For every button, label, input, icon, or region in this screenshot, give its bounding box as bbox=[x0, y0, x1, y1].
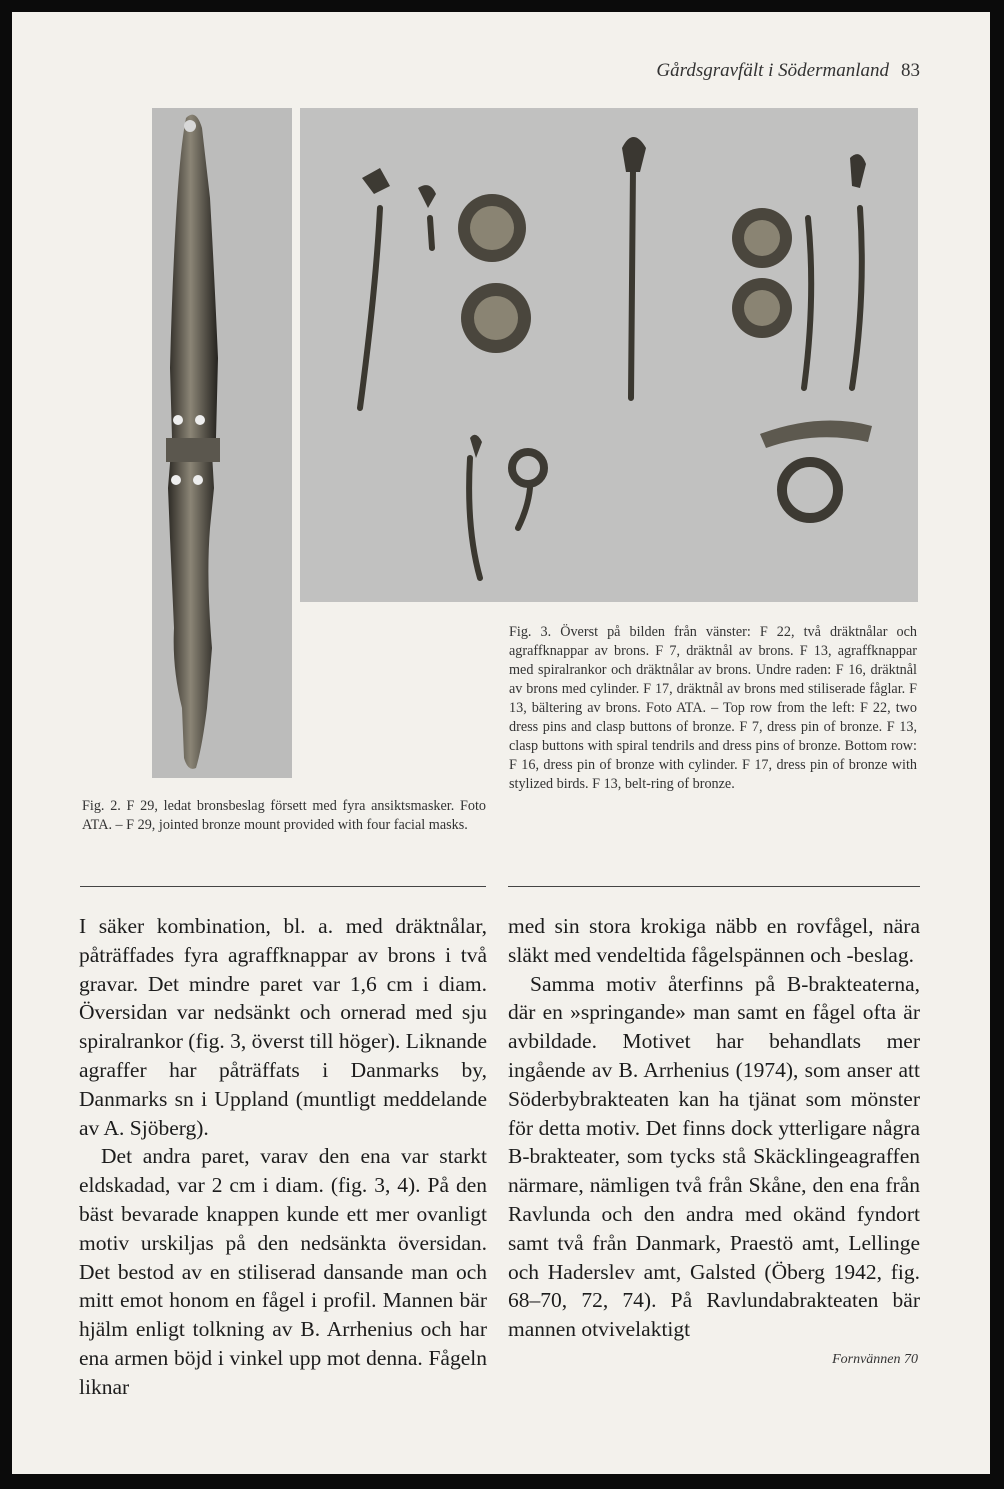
figure-2-caption: Fig. 2. F 29, ledat bronsbeslag försett med fyra ansiktsmasker. Foto ATA. – F 29, jointed bronze mount provided with four facial masks. bbox=[82, 798, 486, 833]
running-head bbox=[656, 60, 920, 82]
pins-and-buttons-image bbox=[300, 108, 918, 602]
divider-right bbox=[508, 886, 920, 887]
page-number: 83 bbox=[901, 60, 920, 81]
body-column-right bbox=[508, 912, 920, 1344]
paragraph: med sin stora krokiga näbb en rovfågel, nära släkt med vendeltida fågelspännen och -beslag. bbox=[508, 914, 920, 967]
running-title: Gårdsgravfält i Södermanland bbox=[656, 60, 889, 81]
journal-footer: Fornvännen 70 bbox=[832, 1352, 918, 1367]
paragraph: Det andra paret, varav den ena var starkt eldskadad, var 2 cm i diam. (fig. 3, 4). På den bäst bevarade knappen kunde ett mer ovanligt motiv urskiljas på den nedsänkta översidan. Det bestod av en stiliserad dansande man och mitt emot honom en fågel i profil. Mannen bär hjälm enligt tolkning av B. Arrhenius och har ena armen böjd i vinkel upp mot denna. Fågeln liknar bbox=[79, 1144, 487, 1399]
bronze-mount-image bbox=[152, 108, 292, 778]
paragraph: Samma motiv återfinns på B-brakteaterna, där en »springande» man samt en fågel ofta är avbildade. Motivet har behandlats mer ingående av B. Arrhenius (1974), som anser att Söderbybrakteaten kan ha tjänat som mönster för detta motiv. Det finns dock ytterligare några B-brakteater, som tycks stå Skäcklingeagraffen närmare, nämligen två från Skåne, den ena från Ravlunda och den andra med okänd fyndort samt två från Danmark, Praestö amt, Lellinge och Haderslev amt, Galsted (Öberg 1942, fig. 68–70, 72, 74). På Ravlundabrakteaten bär mannen otvivelaktigt bbox=[508, 971, 920, 1342]
figure-3-photo bbox=[300, 108, 918, 602]
figure-3-caption: Fig. 3. Överst på bilden från vänster: F 22, två dräktnålar och agraffknappar av brons. F 7, dräktnål av brons. F 13, agraffknappar med spiralrankor och dräktnålar av brons. Undre raden: F 16, dräktnål av brons med cylinder. F 17, dräktnål av brons med stiliserade fåglar. F 13, bältering av brons. Foto ATA. – Top row from the left: F 22, two dress pins and clasp buttons of bronze. F 7, dress pin of bronze. F 13, clasp buttons with spiral tendrils and dress pins of bronze. Bottom row: F 16, dress pin of bronze with cylinder. F 17, dress pin of bronze with stylized birds. F 13, belt-ring of bronze. bbox=[509, 624, 917, 792]
divider-left bbox=[80, 886, 486, 887]
paragraph: I säker kombination, bl. a. med dräktnålar, påträffades fyra agraffknappar av brons i två gravar. Det mindre paret var 1,6 cm i diam. Översidan var nedsänkt och ornerad med sju spiralrankor (fig. 3, överst till höger). Liknande agraffer har påträffats i Danmarks by, Danmarks sn i Uppland (muntligt meddelande av A. Sjöberg). bbox=[79, 914, 487, 1140]
body-column-left bbox=[79, 912, 487, 1402]
figure-2-photo bbox=[152, 108, 292, 778]
page bbox=[12, 12, 990, 1474]
